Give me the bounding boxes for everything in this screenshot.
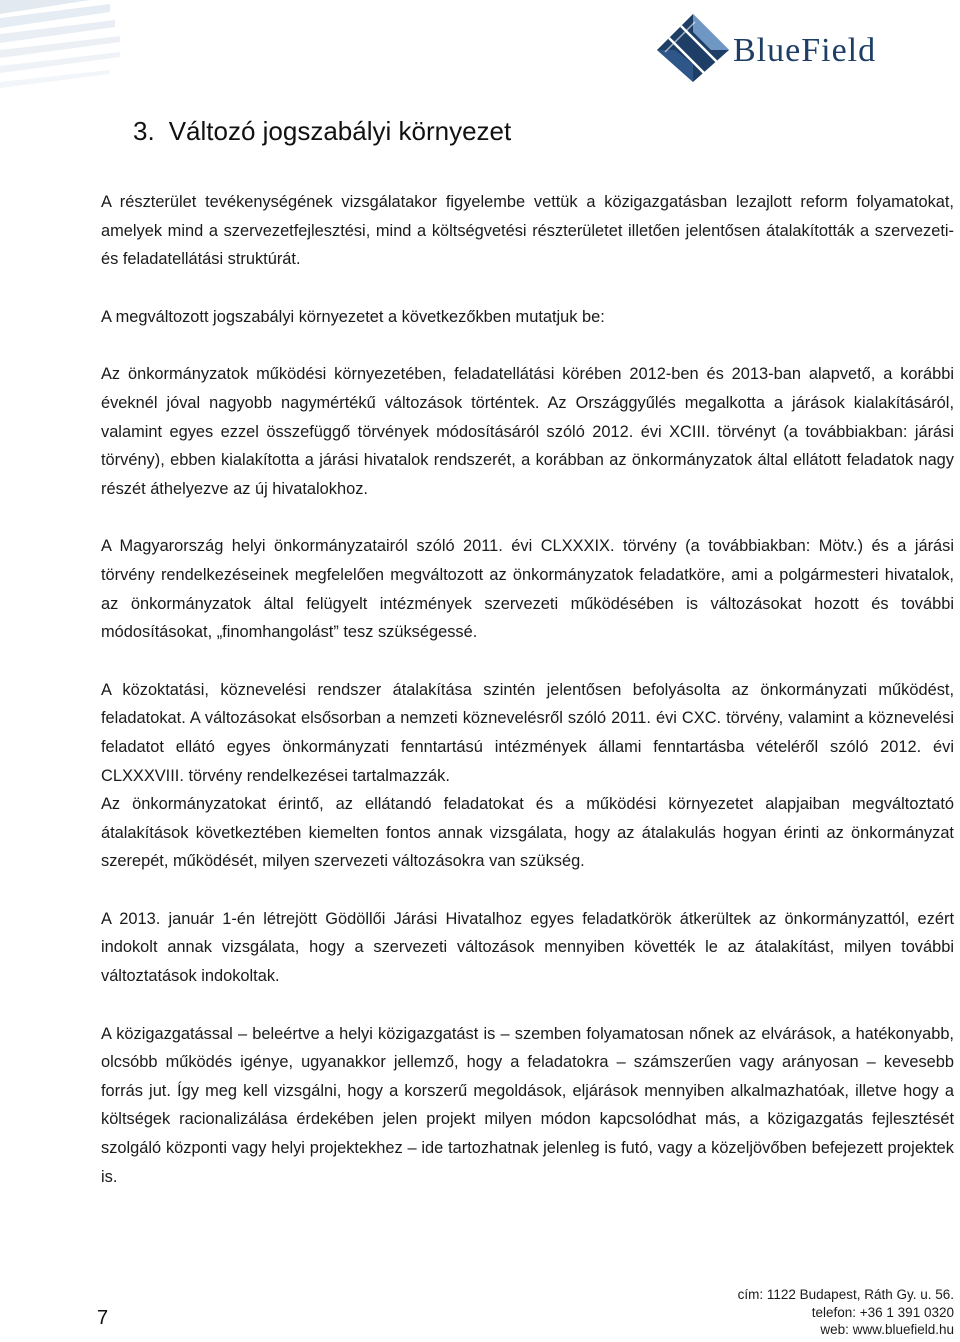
contact-footer [738,1286,954,1339]
footer-web: web: www.bluefield.hu [820,1322,954,1337]
paragraph: Az önkormányzatokat érintő, az ellátandó feladatokat és a működési környezetet alapjaiban megváltoztató átalakítások következtében kiemelten fontos annak vizsgálata, hogy az átalakulás hogyan érinti az önkormányzat szerepét, működését, milyen szervezeti változásokra van szükség. [101,795,954,871]
paragraph: A Magyarország helyi önkormányzatairól szóló 2011. évi CLXXXIX. törvény (a továbbiakban: Mötv.) és a járási törvény rendelkezéseinek megfelelően megváltozott az önkormányzatok feladatköre, ami a polgármesteri hivatalok, az önkormányzatok által felügyelt intézmények szervezeti működésében is változásokat hozott és további módosításokat, „finomhangolást” tesz szükségessé. [101,537,954,642]
paragraph: A 2013. január 1-én létrejött Gödöllői Járási Hivatalhoz egyes feladatkörök átkerültek az önkormányzattól, ezért indokolt annak vizsgálata, hogy a szervezeti változások mennyiben követték le az átalakítást, milyen további változtatások indokoltak. [101,909,954,986]
paragraph: A közoktatási, köznevelési rendszer átalakítása szintén jelentősen befolyásolta az önkormányzati működést, feladatokat. A változásokat elsősorban a nemzeti köznevelésről szóló 2011. évi CXC. törvény, valamint a köznevelési feladatot ellátó egyes önkormányzati fenntartású intézmények állami fenntartásba vételéről szóló 2012. évi CLXXXVIII. törvény rendelkezései tartalmazzák. [101,680,954,785]
logo-diamond-icon [655,12,731,84]
section-number: 3. [133,116,155,146]
paragraph: A részterület tevékenységének vizsgálatakor figyelembe vettük a közigazgatásban lezajlott reform folyamatokat, amelyek mind a szervezetfejlesztési, mind a költségvetési részterületet illetően jelentősen átalakították a szervezeti- és feladatellátási struktúrát. [101,193,954,269]
logo-wordmark: BlueField [733,32,877,69]
corner-decoration [0,0,130,95]
page-number: 7 [97,1307,109,1329]
company-logo [655,12,955,84]
paragraph: A közigazgatással – beleértve a helyi közigazgatást is – szemben folyamatosan nőnek az elvárások, a hatékonyabb, olcsóbb működés igénye, ugyanakkor jellemző, hogy a feladatokra – számszerűen vagy arányosan – kevesebb forrás jut. Így meg kell vizsgálni, hogy a korszerű megoldások, eljárások mennyiben alkalmazhatóak, illetve hogy a költségek racionalizálása érdekében jelen projekt milyen módon kapcsolódhat más, a közigazgatás fejlesztését szolgáló központi vagy helyi projektekhez – ide tartozhatnak jelenleg is futó, vagy a közeljövőben befejezett projektek is. [101,1024,954,1186]
section-heading [133,116,511,147]
section-title: Változó jogszabályi környezet [168,116,512,146]
paragraph: A megváltozott jogszabályi környezetet a következőkben mutatjuk be: [101,307,605,326]
footer-address: cím: 1122 Budapest, Ráth Gy. u. 56. [737,1287,954,1302]
footer-phone: telefon: +36 1 391 0320 [811,1304,954,1320]
body-text [101,188,954,1191]
paragraph: Az önkormányzatok működési környezetében, feladatellátási körében 2012-ben és 2013-ban alapvető, a korábbi éveknél jóval nagyobb nagymértékű változások történtek. Az Országgyűlés megalkotta a járások kialakításáról, valamint egyes ezzel összefüggő törvények módosításáról szóló 2012. évi XCIII. törvényt (a továbbiakban: járási törvény), ebben kialakította a járási hivatalok rendszerét, a korábban az önkormányzatok által ellátott feladatok nagy részét áthelyezve az új hivatalokhoz. [101,365,954,498]
